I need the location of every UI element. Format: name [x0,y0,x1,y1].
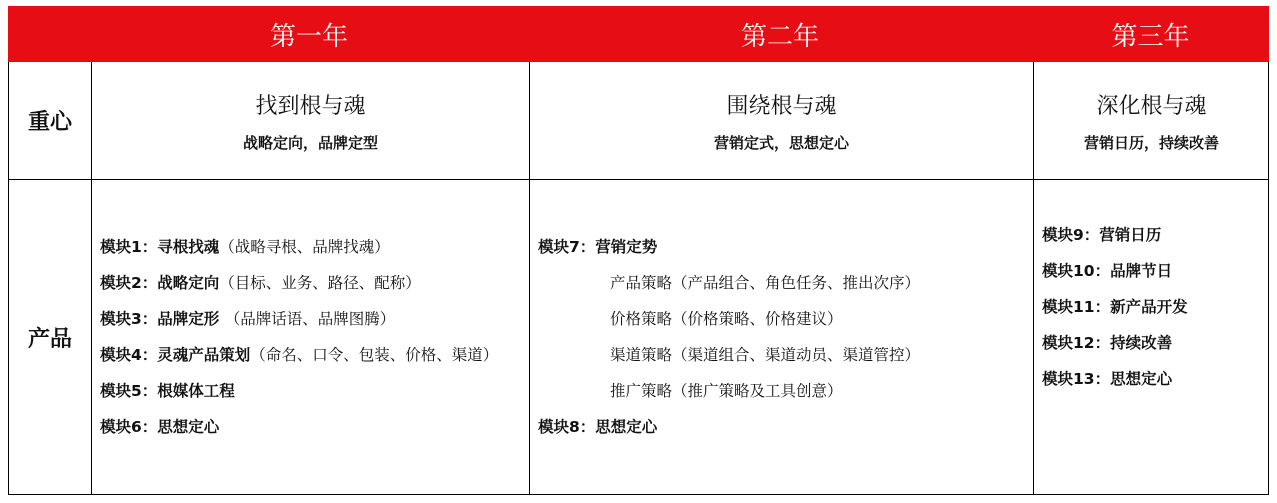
module-line: 模块2：战略定向（目标、业务、路径、配称） [100,274,421,292]
focus-title: 围绕根与魂 [726,93,837,119]
module-line: 模块7：营销定势 [538,238,658,256]
strategy-line: 推广策略（推广策略及工具创意） [610,382,843,400]
focus-subtitle: 战略定向，品牌定型 [242,133,378,152]
focus-title: 找到根与魂 [255,93,366,119]
strategy-line: 渠道策略（渠道组合、渠道动员、渠道管控） [610,346,921,364]
module-line: 模块12：持续改善 [1042,334,1173,352]
module-line: 模块6：思想定心 [100,418,220,436]
focus-row [8,62,1269,180]
year1-modules [91,180,529,494]
module-line: 模块9：营销日历 [1042,226,1162,244]
focus-title: 深化根与魂 [1096,93,1207,119]
strategy-line: 价格策略（价格策略、价格建议） [610,310,843,328]
focus-subtitle: 营销定式，思想定心 [713,133,849,152]
header-year3: 第三年 [1032,6,1269,62]
strategy-line: 产品策略（产品组合、角色任务、推出次序） [610,274,921,292]
focus-year1 [91,62,529,179]
module-line: 模块3：品牌定形 （品牌话语、品牌图腾） [100,310,396,328]
module-line: 模块5：根媒体工程 [100,382,235,400]
module-line: 模块4：灵魂产品策划（命名、口令、包装、价格、渠道） [100,346,499,364]
focus-year2 [529,62,1033,179]
module-line: 模块8：思想定心 [538,418,658,436]
module-line: 模块10：品牌节日 [1042,262,1173,280]
product-label: 产品 [27,326,72,352]
header-year1: 第一年 [90,6,528,62]
year2-modules [529,180,1033,494]
module-line: 模块13：思想定心 [1042,370,1173,388]
product-row [8,180,1269,495]
module-line: 模块11：新产品开发 [1042,298,1188,316]
plan-table [8,6,1269,495]
focus-label: 重心 [27,110,72,135]
header-cell-blank [8,6,90,62]
focus-subtitle: 营销日历，持续改善 [1083,133,1219,152]
focus-year3 [1033,62,1269,179]
header-year2: 第二年 [528,6,1032,62]
year3-modules [1033,180,1269,494]
module-line: 模块1：寻根找魂（战略寻根、品牌找魂） [100,238,390,256]
